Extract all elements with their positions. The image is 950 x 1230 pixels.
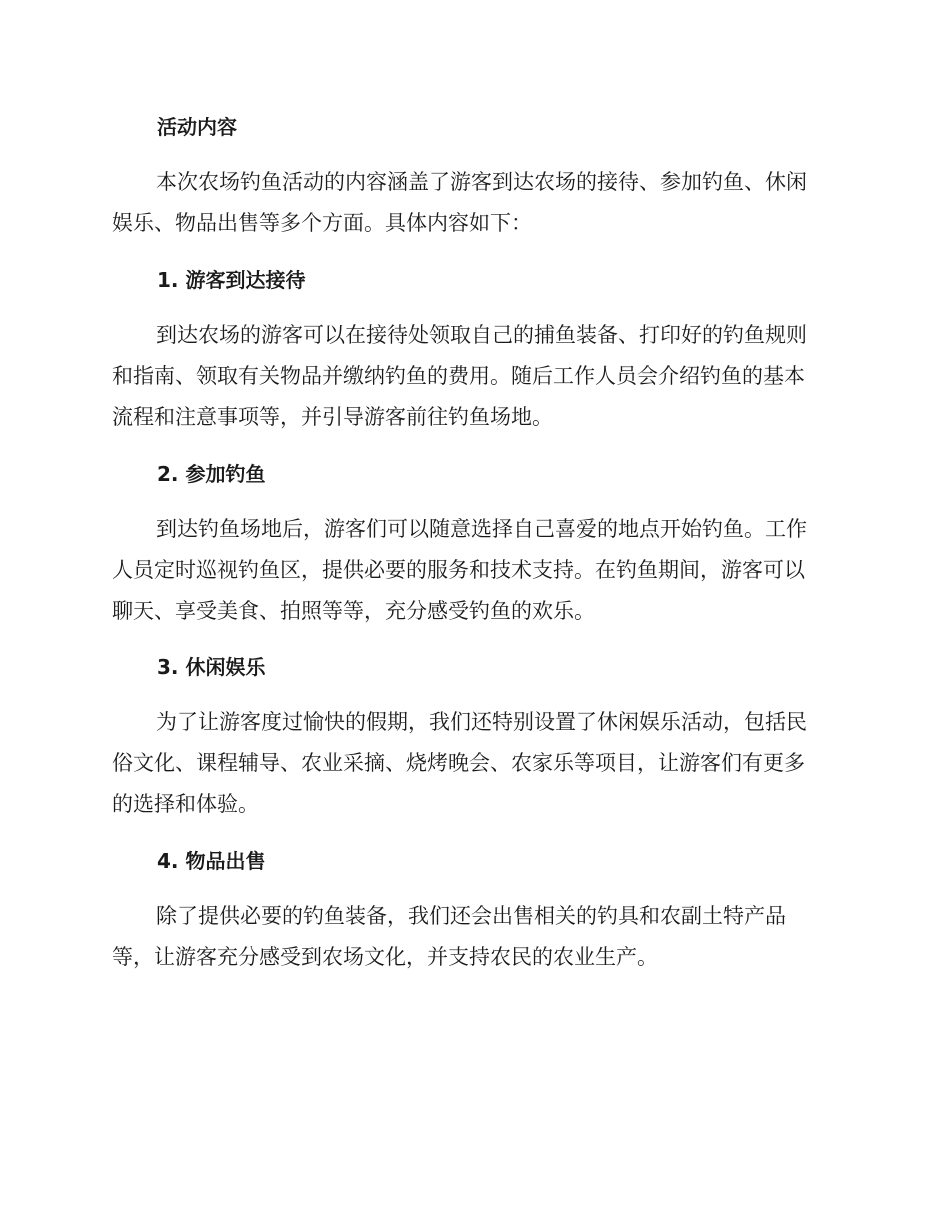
- item-heading-sales: 4. 物品出售: [157, 849, 266, 873]
- paragraph-line: 到达农场的游客可以在接待处领取自己的捕鱼装备、打印好的钓鱼规则: [156, 323, 807, 347]
- item-paragraph-sales: [112, 896, 832, 978]
- paragraph-line: 等，让游客充分感受到农场文化，并支持农民的农业生产。: [112, 945, 658, 969]
- paragraph-line: 人员定时巡视钓鱼区，提供必要的服务和技术支持。在钓鱼期间，游客可以: [112, 558, 805, 582]
- item-heading-leisure: 3. 休闲娱乐: [157, 655, 266, 679]
- item-heading-fishing: 2. 参加钓鱼: [157, 462, 266, 486]
- paragraph-line: 俗文化、课程辅导、农业采摘、烧烤晚会、农家乐等项目，让游客们有更多: [112, 751, 805, 775]
- paragraph-line: 流程和注意事项等，并引导游客前往钓鱼场地。: [112, 405, 553, 429]
- item-paragraph-reception: [112, 315, 832, 438]
- paragraph-line: 娱乐、物品出售等多个方面。具体内容如下：: [112, 211, 532, 235]
- paragraph-line: 聊天、享受美食、拍照等等，充分感受钓鱼的欢乐。: [112, 599, 595, 623]
- paragraph-line: 为了让游客度过愉快的假期，我们还特别设置了休闲娱乐活动，包括民: [156, 710, 807, 734]
- item-heading-reception: 1. 游客到达接待: [157, 268, 306, 292]
- item-paragraph-leisure: [112, 702, 832, 825]
- intro-paragraph: [112, 162, 832, 244]
- item-paragraph-fishing: [112, 509, 832, 632]
- paragraph-line: 到达钓鱼场地后，游客们可以随意选择自己喜爱的地点开始钓鱼。工作: [156, 517, 807, 541]
- section-title: 活动内容: [157, 115, 237, 139]
- paragraph-line: 除了提供必要的钓鱼装备，我们还会出售相关的钓具和农副土特产品: [156, 904, 786, 928]
- paragraph-line: 本次农场钓鱼活动的内容涵盖了游客到达农场的接待、参加钓鱼、休闲: [156, 170, 807, 194]
- paragraph-line: 和指南、领取有关物品并缴纳钓鱼的费用。随后工作人员会介绍钓鱼的基本: [112, 364, 805, 388]
- paragraph-line: 的选择和体验。: [112, 792, 259, 816]
